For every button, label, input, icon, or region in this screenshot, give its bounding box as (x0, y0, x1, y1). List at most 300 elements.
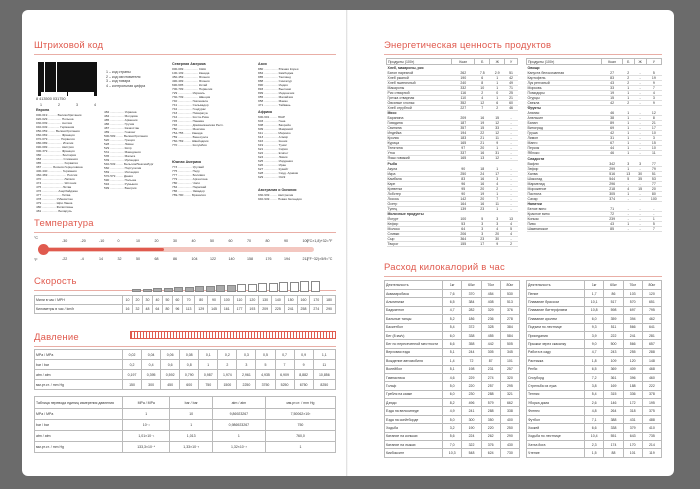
column-header: 80кг (642, 281, 661, 290)
country-code-entry: 489 ................ Гонконг (104, 130, 136, 134)
country-code-entry: 471 ................ Тайвань (258, 103, 291, 107)
cell-value: 193 (246, 305, 259, 314)
group-name: Овощи (527, 65, 540, 70)
cell-value: 25 (505, 90, 518, 95)
celsius-tick-label: 30 (173, 239, 177, 243)
cell-value: 10 (646, 131, 661, 136)
country-code-entry: 626 ................ Иран (258, 163, 287, 167)
cell-value: 396 (623, 373, 642, 381)
cell-value: 338 (500, 407, 519, 415)
cell-value: 376 (500, 306, 519, 314)
celsius-tick-label: -20 (80, 239, 86, 243)
cell-value: 96 (452, 181, 475, 186)
cell-value: 27 (602, 71, 623, 76)
country-code-entry: 786 ................ Эквадор (172, 189, 205, 193)
group-name: Мясо (387, 111, 397, 116)
cell-value: 139 (452, 206, 475, 211)
cell-value: 79 (646, 166, 661, 171)
cell-value: 240 (452, 80, 475, 85)
activity-name: Подъем по лестнице (527, 323, 585, 331)
country-code-entry: 627 ................ Кувейт (258, 167, 289, 171)
cell-value: 1 (623, 95, 635, 100)
activity-name: Ходьба (385, 424, 443, 432)
cell-value: 288 (481, 390, 500, 398)
country-code-entry: 777 ................ Боливия (172, 173, 205, 177)
activity-name: Футбол (527, 415, 585, 423)
speed-bar (143, 289, 152, 293)
row-label: мм.рт.ст. / mm Hg (35, 380, 123, 390)
country-code-entry: 779 ................ Аргентина (172, 177, 208, 181)
cell-value: - (634, 222, 646, 227)
cell-value: 214 (642, 441, 661, 449)
cell-value: 20 (475, 146, 490, 151)
table-row (35, 360, 336, 370)
cell-value: - (505, 171, 518, 176)
table-row (527, 357, 662, 365)
cell-value: 3 (475, 227, 490, 232)
speed-bar (185, 287, 194, 293)
cell-value: 358 (462, 340, 481, 348)
cell-value: 10,1 (585, 298, 604, 306)
cell-value: 229 (462, 373, 481, 381)
cell-value: 30 (142, 296, 152, 305)
cell-value: 315 (604, 390, 623, 398)
cell-value: - (634, 207, 646, 212)
cell-value: 1 (490, 191, 505, 196)
country-code-entry: 599 ................ Венгрия (104, 186, 137, 190)
activity-name: Бадминтон (385, 306, 443, 314)
cell-value: 5,2 (443, 315, 462, 323)
cell-value: 7 (490, 196, 505, 201)
cell-value: 566 (623, 340, 642, 348)
speed-bar (279, 282, 288, 292)
cell-value: 6 (475, 75, 490, 80)
cell-value: 250 (500, 424, 519, 432)
cell-value: 236 (481, 315, 500, 323)
cell-value: 51 (505, 71, 518, 76)
country-code-entry: 484 ................ Молдова (104, 114, 138, 118)
country-code-entry: 590 ................ Польша (104, 178, 137, 182)
table-row (527, 331, 662, 339)
country-code-entry: 481 .................. Беларусь (36, 209, 72, 213)
cell-value: 455 (481, 331, 500, 339)
country-code-entry: 385 ......................... Хорватия (36, 161, 78, 165)
cell-value: 1,7 (585, 290, 604, 298)
table-row (527, 373, 662, 381)
cell-value: 88 (604, 449, 623, 457)
fahrenheit-tick-label: -22 (62, 257, 68, 261)
cell-value: 1 (623, 116, 635, 121)
cell-value: 4,7 (443, 306, 462, 314)
cell-value: 0,8 (180, 360, 199, 370)
cell-value: 321 (500, 390, 519, 398)
cell-value: 120 (623, 357, 642, 365)
cell-value: - (634, 181, 646, 186)
region-name: Африка (258, 110, 272, 114)
cell-value: 239 (602, 217, 623, 222)
cell-value: 1 (623, 90, 635, 95)
calories-table-right (526, 280, 662, 458)
cell-value: 195 (642, 399, 661, 407)
product-name: Курица (387, 141, 452, 146)
column-header: Деятельность (527, 281, 585, 290)
cell-value: 170 (623, 441, 642, 449)
cell-value: 2.9 (490, 71, 505, 76)
country-code-entry: 486 ................ Грузия (104, 122, 135, 126)
country-code-entry: 400-440 ................ Германия (36, 169, 77, 173)
country-code-entry: 789-790 ........ Бразилия (172, 193, 206, 197)
cell-value: 264 (604, 407, 623, 415)
product-name: Лук репчатый (527, 80, 602, 85)
cell-value: 16 (123, 305, 133, 314)
cell-value: - (634, 85, 646, 90)
cell-value: 77 (646, 181, 661, 186)
country-code-entry: 000-019 .......... Великобритания (36, 113, 82, 117)
cell-value: 329 (481, 306, 500, 314)
cell-value: 19 (475, 191, 490, 196)
cell-value: 5 (256, 360, 275, 370)
cell-value: 21 (475, 136, 490, 141)
cell-value: - (623, 207, 635, 212)
cell-value: 1 (623, 141, 635, 146)
cell-value: 130 (259, 296, 272, 305)
cell-value: 7 (646, 85, 661, 90)
cell-value: - (623, 196, 635, 201)
cell-value: 8 (646, 116, 661, 121)
cell-value: 1,013 (170, 431, 212, 442)
cell-value: 13 (475, 156, 490, 161)
cell-value: 735 (642, 432, 661, 440)
table-row (387, 242, 518, 247)
pressure-title: Давление (34, 332, 79, 343)
formula-celsius: (°C×1,8)+32=°F (307, 239, 333, 243)
country-code-entry: 383 ........................ Словения (36, 157, 78, 161)
fahrenheit-label: °F (34, 258, 38, 262)
cell-value: 548 (462, 449, 481, 457)
cell-value: 2 (623, 75, 635, 80)
cell-value: 161 (220, 305, 233, 314)
country-code-entry: 888 ................ Сингапур (258, 79, 292, 83)
cell-value: 15 (490, 116, 505, 121)
country-code-entry: 628 ................ Сауд. Аравия (258, 171, 299, 175)
cell-value: 408 (481, 298, 500, 306)
cell-value: 10 (646, 146, 661, 151)
activity-name: Гребля на каяке (385, 390, 443, 398)
country-code-entry: 535 ................ Мальта (104, 154, 136, 158)
cell-value: 376 (481, 441, 500, 449)
cell-value: 4 (646, 90, 661, 95)
column-header: Деятельность (385, 281, 443, 290)
column-header: Ккал (602, 59, 623, 65)
cell-value: 505 (500, 340, 519, 348)
country-code-entry: 625 ................ Иордания (258, 159, 293, 163)
cell-value: 172 (623, 399, 642, 407)
region-name: Южная Америка (172, 160, 202, 164)
cell-value: - (634, 227, 646, 232)
table-row (527, 399, 662, 407)
cell-value: 274 (310, 305, 323, 314)
product-name: Белое вино (527, 207, 602, 212)
country-code-entry: 387 ............ Босния-Герцеговина (36, 165, 83, 169)
country-code-entry: 750 ................ Мексика (172, 127, 205, 131)
table-row (385, 298, 520, 306)
cell-value: 1 (490, 95, 505, 100)
cell-value: 357 (452, 126, 475, 131)
cell-value: 10⁻¹ (123, 420, 170, 431)
celsius-tick-label: -30 (62, 239, 68, 243)
cell-value: 460 (642, 373, 661, 381)
country-code-entry: 741 ................ Сальвадор (172, 103, 209, 107)
product-name: Рис отварной (387, 90, 452, 95)
country-code-entry: 460-469 ..................... Россия (36, 173, 78, 177)
country-code-entry: 500-509 ........ Великобритания (104, 134, 148, 138)
activity-name: Кикбоксинг (385, 449, 443, 457)
speed-bar (269, 283, 278, 293)
cell-value: 113 (182, 305, 194, 314)
product-name: Ананас (527, 111, 602, 116)
cell-value: - (505, 126, 518, 131)
country-code-entry: 569 ................ Исландия (104, 170, 139, 174)
cell-value: - (505, 141, 518, 146)
product-name: Яблоко (527, 151, 602, 156)
product-name: Кефир (387, 222, 452, 227)
cell-value: 624 (481, 449, 500, 457)
cell-value: 551 (604, 432, 623, 440)
cell-value: 442 (481, 340, 500, 348)
table-row (527, 227, 662, 232)
country-code-entry: 880 ................ Южная Корея (258, 67, 299, 71)
cell-value: 206 (452, 232, 475, 237)
cell-value: 43 (602, 222, 623, 227)
cell-value: 160 (297, 296, 310, 305)
barcode-digit-label: 4 (94, 103, 96, 107)
table-row (35, 420, 336, 431)
table-row (35, 305, 336, 314)
speed-bar (227, 285, 236, 293)
divider (34, 232, 336, 233)
cell-value: 1 (212, 431, 265, 442)
speed-bar (164, 288, 173, 293)
energy-table-right (526, 58, 662, 232)
fahrenheit-tick-label: 104 (191, 257, 198, 261)
cell-value: 288 (642, 348, 661, 356)
country-code-entry: 784 ................ Парагвай (172, 185, 207, 189)
cell-value: 46 (505, 105, 518, 110)
right-page (348, 10, 674, 476)
cell-value: 1 (623, 151, 635, 156)
cell-value: 9 (490, 242, 505, 247)
cell-value: 3,8 (585, 382, 604, 390)
cell-value: 89 (602, 121, 623, 126)
table-row (527, 441, 662, 449)
cell-value: 165 (452, 141, 475, 146)
cell-value: 5,6 (443, 432, 462, 440)
cell-value: 51 (646, 171, 661, 176)
table-row (527, 306, 662, 314)
country-code-entry: 528 ................ Ливан (104, 142, 134, 146)
table-row (35, 380, 336, 390)
cell-value: 190 (462, 424, 481, 432)
cell-value: 183 (452, 136, 475, 141)
cell-value: 87 (481, 357, 500, 365)
cell-value: 5 (646, 222, 661, 227)
cell-value: 431 (623, 415, 642, 423)
cell-value: - (634, 111, 646, 116)
cell-value: - (505, 131, 518, 136)
product-name: Камбала (387, 176, 452, 181)
cell-value: - (634, 141, 646, 146)
table-row (385, 290, 520, 298)
table-row (527, 348, 662, 356)
table-row (527, 315, 662, 323)
left-page (22, 10, 348, 476)
cell-value: 11 (490, 136, 505, 141)
cell-value: 350 (481, 415, 500, 423)
country-code-entry: 893 ................ Вьетнам (258, 87, 291, 91)
cell-value: - (623, 217, 635, 222)
cell-value: 231 (481, 365, 500, 373)
cell-value: 2 (505, 242, 518, 247)
cell-value: 9 (646, 100, 661, 105)
country-code-entry: 930-939 ........ Австралия (258, 193, 294, 197)
cell-value: 10 (123, 296, 133, 305)
cell-value: 409 (623, 365, 642, 373)
country-code-entry: 600-601 ........ ЮАР (258, 115, 286, 119)
cell-value: 53 (646, 176, 661, 181)
table-row (385, 390, 520, 398)
cell-value: - (505, 186, 518, 191)
speed-bar (290, 282, 299, 293)
cell-value: 8,882 (294, 370, 313, 380)
table-row (385, 382, 520, 390)
cell-value: 320 (500, 373, 519, 381)
speed-bar (206, 286, 215, 293)
country-code-entry: 482 ................ Украина (104, 110, 137, 114)
cell-value: 11 (313, 360, 335, 370)
speed-title: Скорость (34, 276, 77, 287)
speed-bar (248, 284, 257, 293)
cell-value: 1 (199, 360, 218, 370)
cell-value: 7,1 (585, 415, 604, 423)
barcode-image (38, 62, 98, 96)
product-name: Кролик (387, 136, 452, 141)
cell-value: 300 (142, 380, 161, 390)
cell-value: - (634, 75, 646, 80)
table-row (385, 415, 520, 423)
product-name: Тунец (387, 206, 452, 211)
country-code-entry: 885 ................ Таиланд (258, 75, 291, 79)
table-row (527, 424, 662, 432)
cell-value: 164 (452, 201, 475, 206)
cell-value: 18 (475, 167, 490, 172)
cell-value: 1 (623, 191, 635, 196)
cell-value: 257 (500, 365, 519, 373)
cell-value: 35 (634, 176, 646, 181)
celsius-tick-label: 40 (191, 239, 196, 243)
cell-value: - (634, 217, 646, 222)
activity-name: Вождение автомобиля (385, 357, 443, 365)
cell-value: 241 (462, 407, 481, 415)
activity-name: Баскетбол (385, 323, 443, 331)
cell-value: 318 (623, 407, 642, 415)
cell-value: 6750 (294, 380, 313, 390)
activity-name: Волейбол (385, 365, 443, 373)
country-code-entry: 616 ................ Кения (258, 139, 288, 143)
cell-value: 530 (500, 290, 519, 298)
product-name: Апельсин (527, 116, 602, 121)
cell-value: 15 (475, 126, 490, 131)
cell-value: 16 (475, 116, 490, 121)
fahrenheit-tick-label: -4 (80, 257, 84, 261)
cell-value: 3 (475, 232, 490, 237)
cell-value: 1 (623, 222, 635, 227)
product-name: Мороженое (527, 186, 602, 191)
product-name: Свекла (527, 100, 602, 105)
product-name: Виноград (527, 126, 602, 131)
cell-value: 109 (604, 357, 623, 365)
cell-value: - (634, 151, 646, 156)
cell-value: 148 (642, 357, 661, 365)
cell-value: 488 (642, 415, 661, 423)
cell-value: - (634, 126, 646, 131)
country-code-entry: 608 ................ Бахрейн (258, 123, 291, 127)
cell-value: 50 (162, 296, 172, 305)
cell-value: 2,6 (585, 399, 604, 407)
product-name: Морковь (527, 85, 602, 90)
cell-value: 0,7 (275, 350, 294, 360)
cell-value: 2 (623, 71, 635, 76)
cell-value: 129 (195, 305, 208, 314)
cell-value: 3 (646, 95, 661, 100)
cell-value: - (634, 136, 646, 141)
cell-value: 186 (462, 315, 481, 323)
column-header: 1кг (585, 281, 604, 290)
cell-value: 0 (490, 90, 505, 95)
cell-value: 2 (475, 90, 490, 95)
activity-name: Аквааэробика (385, 290, 443, 298)
country-code-entry: 899 ................ Индонезия (258, 91, 295, 95)
cell-value: 11 (490, 201, 505, 206)
cell-value: - (634, 166, 646, 171)
cell-value: 4,6 (443, 373, 462, 381)
cell-value: 600 (180, 380, 199, 390)
cell-value: 38 (602, 116, 623, 121)
cell-value: 322 (462, 441, 481, 449)
product-name: Красное вино (527, 212, 602, 217)
product-name: Груша (527, 131, 602, 136)
country-code-entry: 560 ................ Португалия (104, 166, 142, 170)
cell-value: 0,1 (199, 350, 218, 360)
cell-value: 2 (218, 360, 237, 370)
product-name: Йогурт (387, 217, 452, 222)
cell-value: 69 (602, 126, 623, 131)
cell-value: 1 (265, 442, 335, 453)
cell-value: 120 (246, 296, 259, 305)
cell-value: 0,987 (199, 370, 218, 380)
cell-value: 3 (490, 222, 505, 227)
cell-value: 12 (490, 131, 505, 136)
thermometer-scale (32, 236, 342, 274)
cell-value: 155 (452, 242, 475, 247)
cell-value: 3 (634, 162, 646, 167)
activity-name: Регби (527, 365, 585, 373)
celsius-tick-label: 100 (302, 239, 309, 243)
region-name: Северная Америка (172, 62, 206, 66)
cell-value: 180 (323, 296, 336, 305)
activity-name: Бальные танцы (385, 315, 443, 323)
speed-bar (237, 284, 246, 292)
product-name: Сыр (387, 237, 452, 242)
